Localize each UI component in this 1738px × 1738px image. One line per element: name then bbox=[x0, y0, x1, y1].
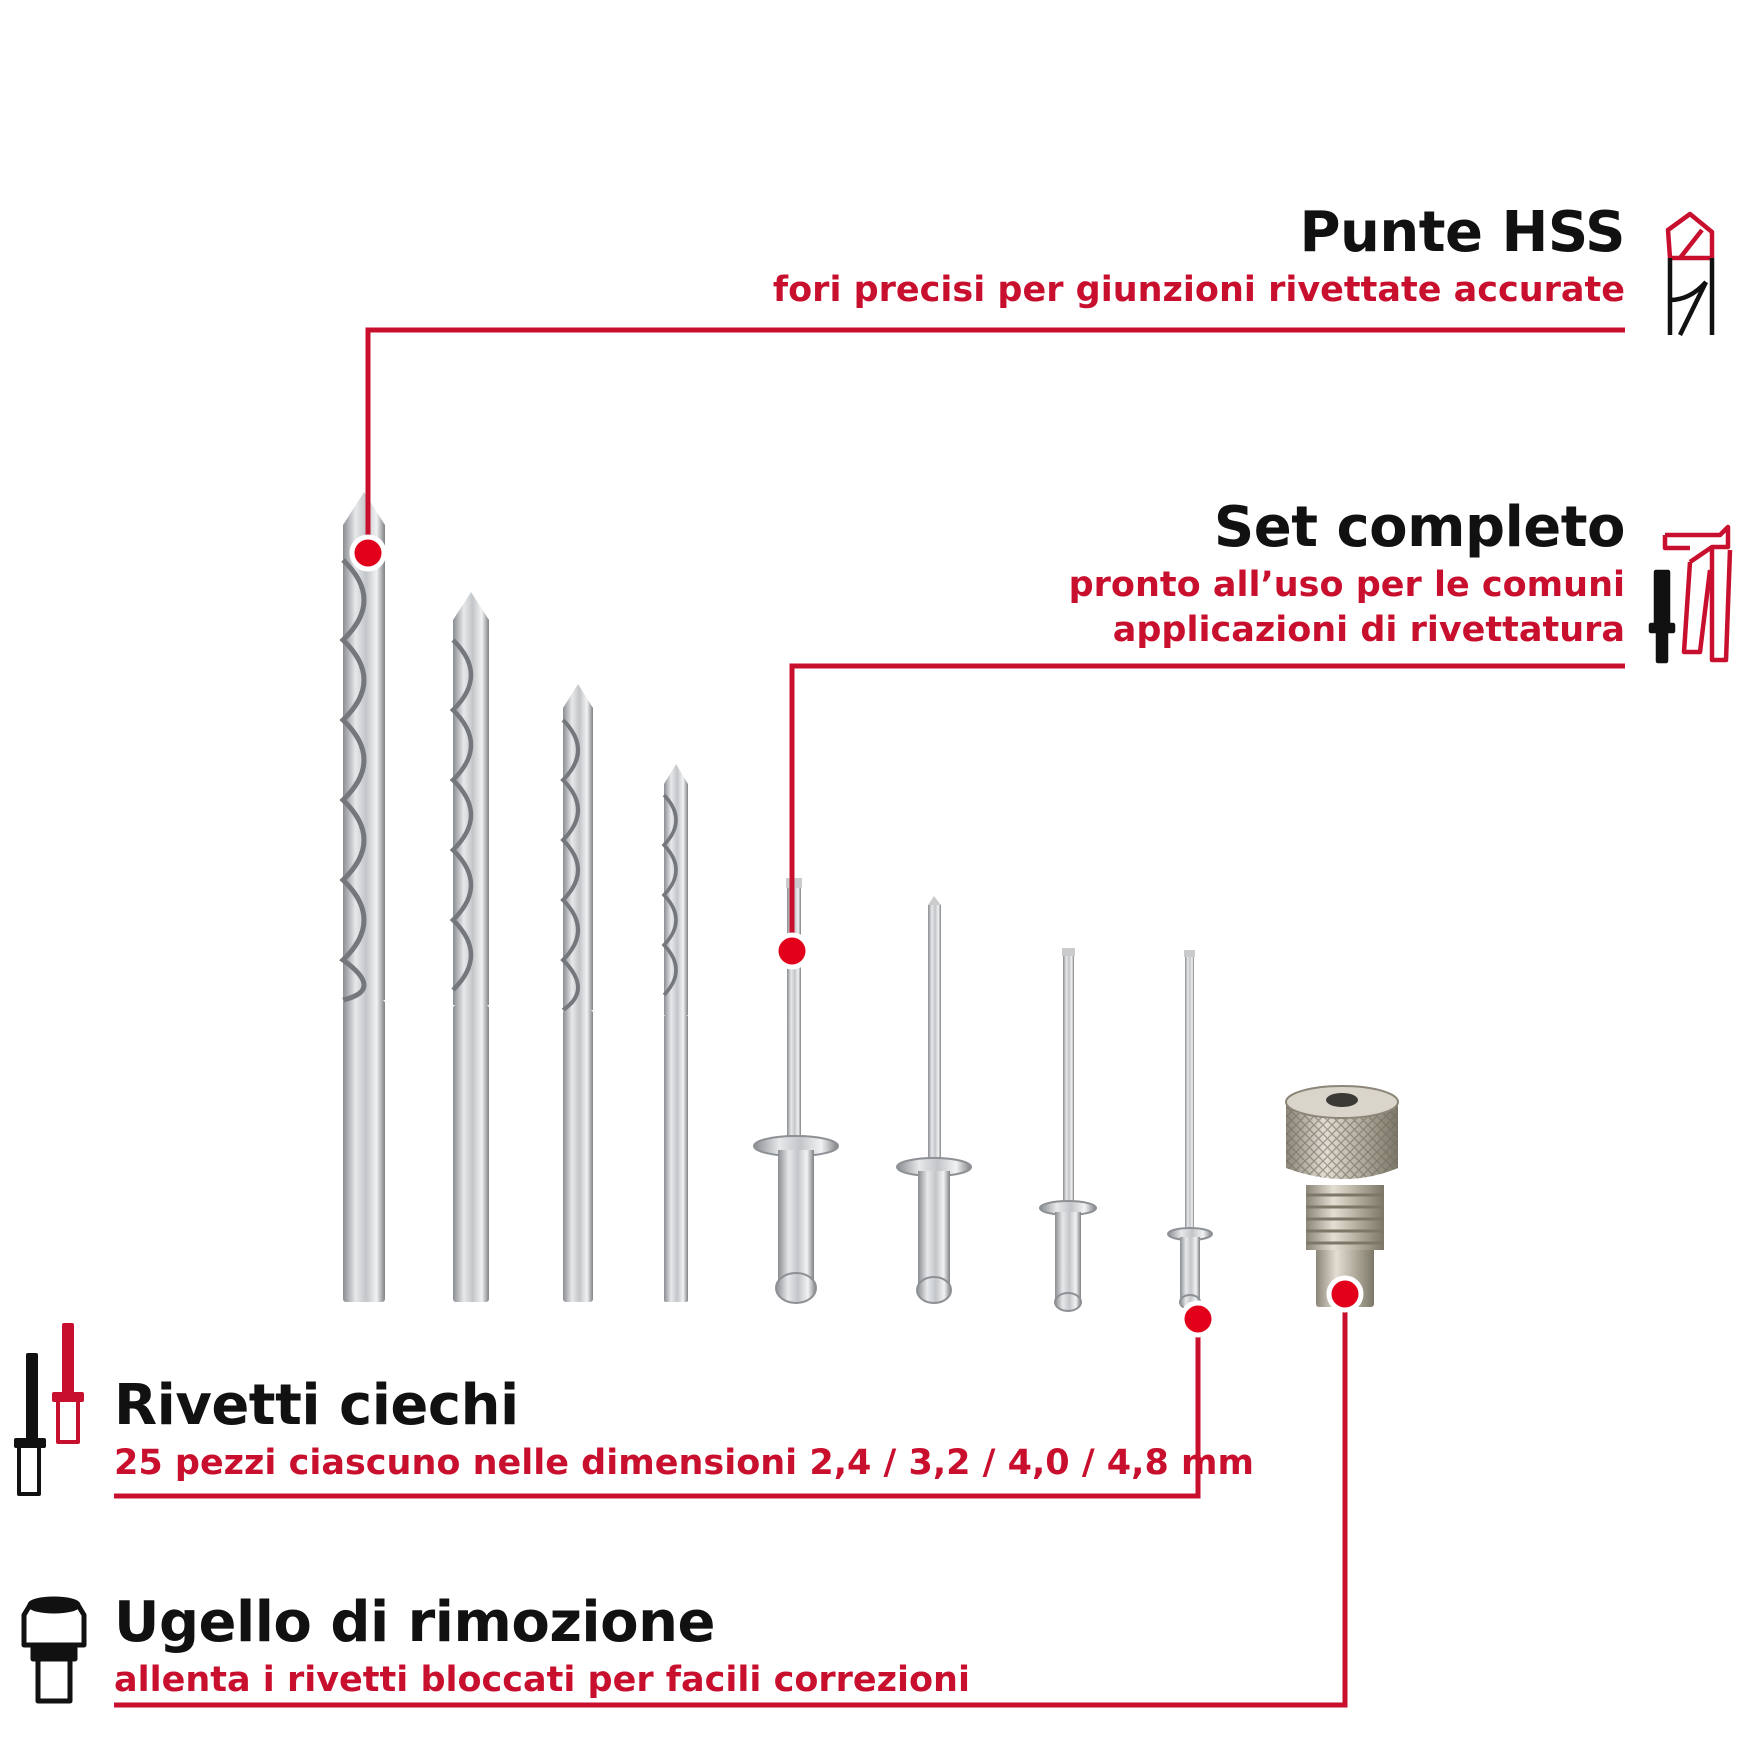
drill-bit-icon bbox=[1668, 214, 1712, 335]
drill-bits-title: Punte HSS bbox=[1299, 200, 1625, 265]
complete-set-subtitle-line1: pronto all’uso per le comuni bbox=[1068, 565, 1625, 605]
blind-rivet bbox=[897, 896, 971, 1303]
complete-set-subtitle-line2: applicazioni di rivettatura bbox=[1112, 610, 1625, 650]
blind-rivet bbox=[1168, 950, 1212, 1309]
drill-bit bbox=[664, 764, 688, 1302]
drill-bits-subtitle: fori precisi per giunzioni rivettate accurate bbox=[772, 270, 1625, 310]
drill-bit bbox=[343, 492, 385, 1302]
rivet-gun-icon bbox=[1651, 527, 1730, 661]
drill-bit bbox=[563, 684, 593, 1302]
rivets-marker bbox=[1182, 1303, 1214, 1335]
nozzle-icon bbox=[24, 1599, 84, 1701]
removal-nozzle-title: Ugello di rimozione bbox=[114, 1590, 715, 1655]
complete-set-title: Set completo bbox=[1213, 495, 1625, 560]
blind-rivets-subtitle: 25 pezzi ciascuno nelle dimensioni 2,4 / 3,2 / 4,0 / 4,8 mm bbox=[114, 1443, 1254, 1483]
removal-nozzle-subtitle: allenta i rivetti bloccati per facili correzioni bbox=[114, 1660, 970, 1700]
drill-bits-marker bbox=[352, 537, 384, 569]
drill-bit bbox=[453, 592, 489, 1302]
callout-dots bbox=[352, 537, 1361, 1335]
removal-nozzle bbox=[1286, 1086, 1398, 1307]
rivets-icon bbox=[16, 1325, 82, 1494]
callout-lines bbox=[114, 330, 1625, 1705]
blind-rivets-title: Rivetti ciechi bbox=[114, 1373, 519, 1438]
set-marker bbox=[776, 935, 808, 967]
blind-rivet bbox=[1040, 948, 1096, 1311]
nozzle-marker bbox=[1329, 1278, 1361, 1310]
